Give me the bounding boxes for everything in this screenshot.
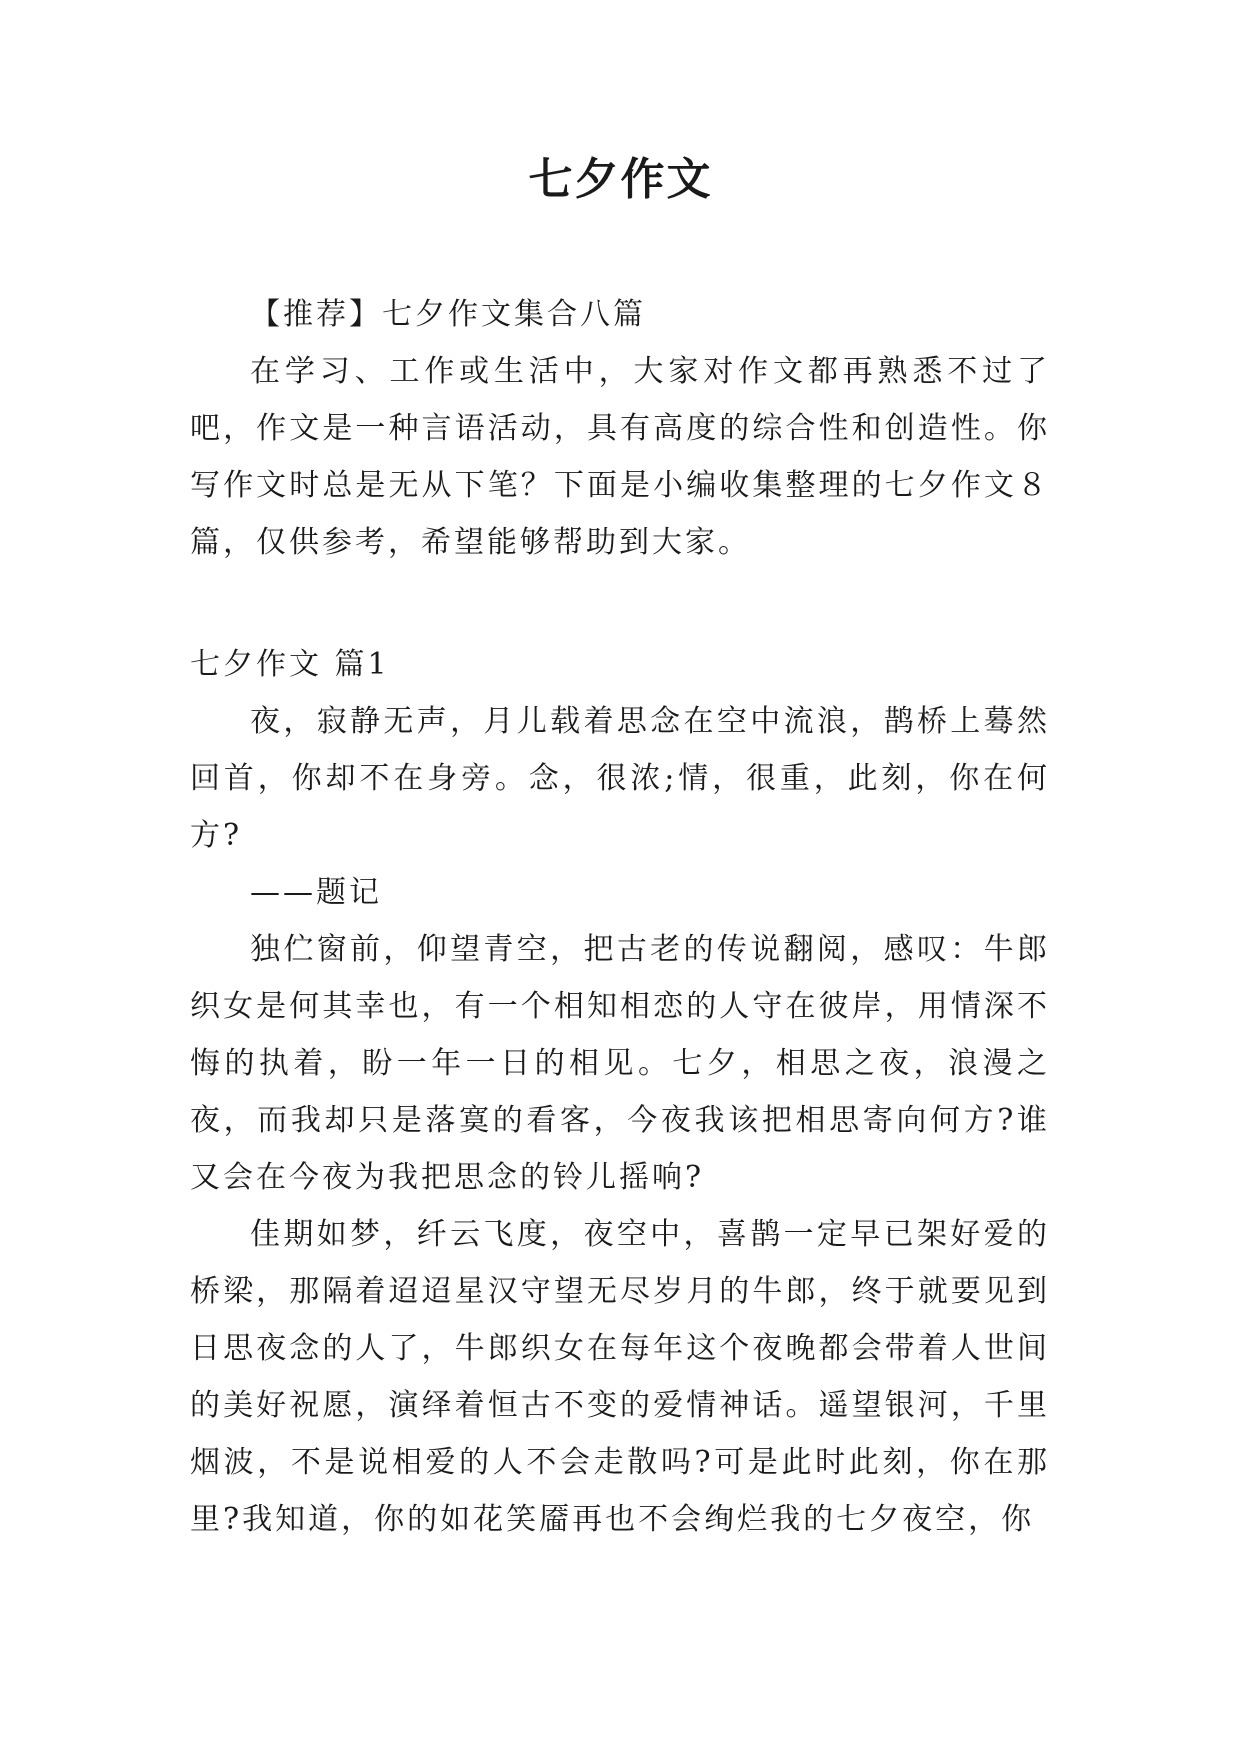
section-paragraph: 佳期如梦，纤云飞度，夜空中，喜鹊一定早已架好爱的桥梁，那隔着迢迢星汉守望无尽岁月的牛郎，终于就要见到日思夜念的人了，牛郎织女在每年这个夜晚都会带着人世间的美好祝愿，演绎着恒古不变的爱情神话。遥望银河，千里烟波，不是说相爱的人不会走散吗?可是此时此刻，你在那里?我知道，你的如花笑靥再也不会绚烂我的七夕夜空，你 <box>190 1217 1050 1537</box>
document-title: 七夕作文 <box>528 154 713 205</box>
section-heading: 七夕作文 篇1 <box>190 647 390 682</box>
intro-block <box>190 286 1050 571</box>
essay-section-1 <box>190 636 1050 1548</box>
epigraph-attribution: ——题记 <box>250 875 382 910</box>
section-paragraph: 夜，寂静无声，月儿载着思念在空中流浪，鹊桥上蓦然回首，你却不在身旁。念，很浓;情，很重，此刻，你在何方? <box>190 704 1050 853</box>
section-paragraph: 独伫窗前，仰望青空，把古老的传说翻阅，感叹：牛郎织女是何其幸也，有一个相知相恋的人守在彼岸，用情深不悔的执着，盼一年一日的相见。七夕，相思之夜，浪漫之夜，而我却只是落寞的看客，今夜我该把相思寄向何方?谁又会在今夜为我把思念的铃儿摇响? <box>190 932 1050 1195</box>
intro-paragraph: 在学习、工作或生活中，大家对作文都再熟悉不过了吧，作文是一种言语活动，具有高度的综合性和创造性。你写作文时总是无从下笔？下面是小编收集整理的七夕作文８篇，仅供参考，希望能够帮助到大家。 <box>190 354 1050 560</box>
recommend-line: 【推荐】七夕作文集合八篇 <box>250 297 646 332</box>
